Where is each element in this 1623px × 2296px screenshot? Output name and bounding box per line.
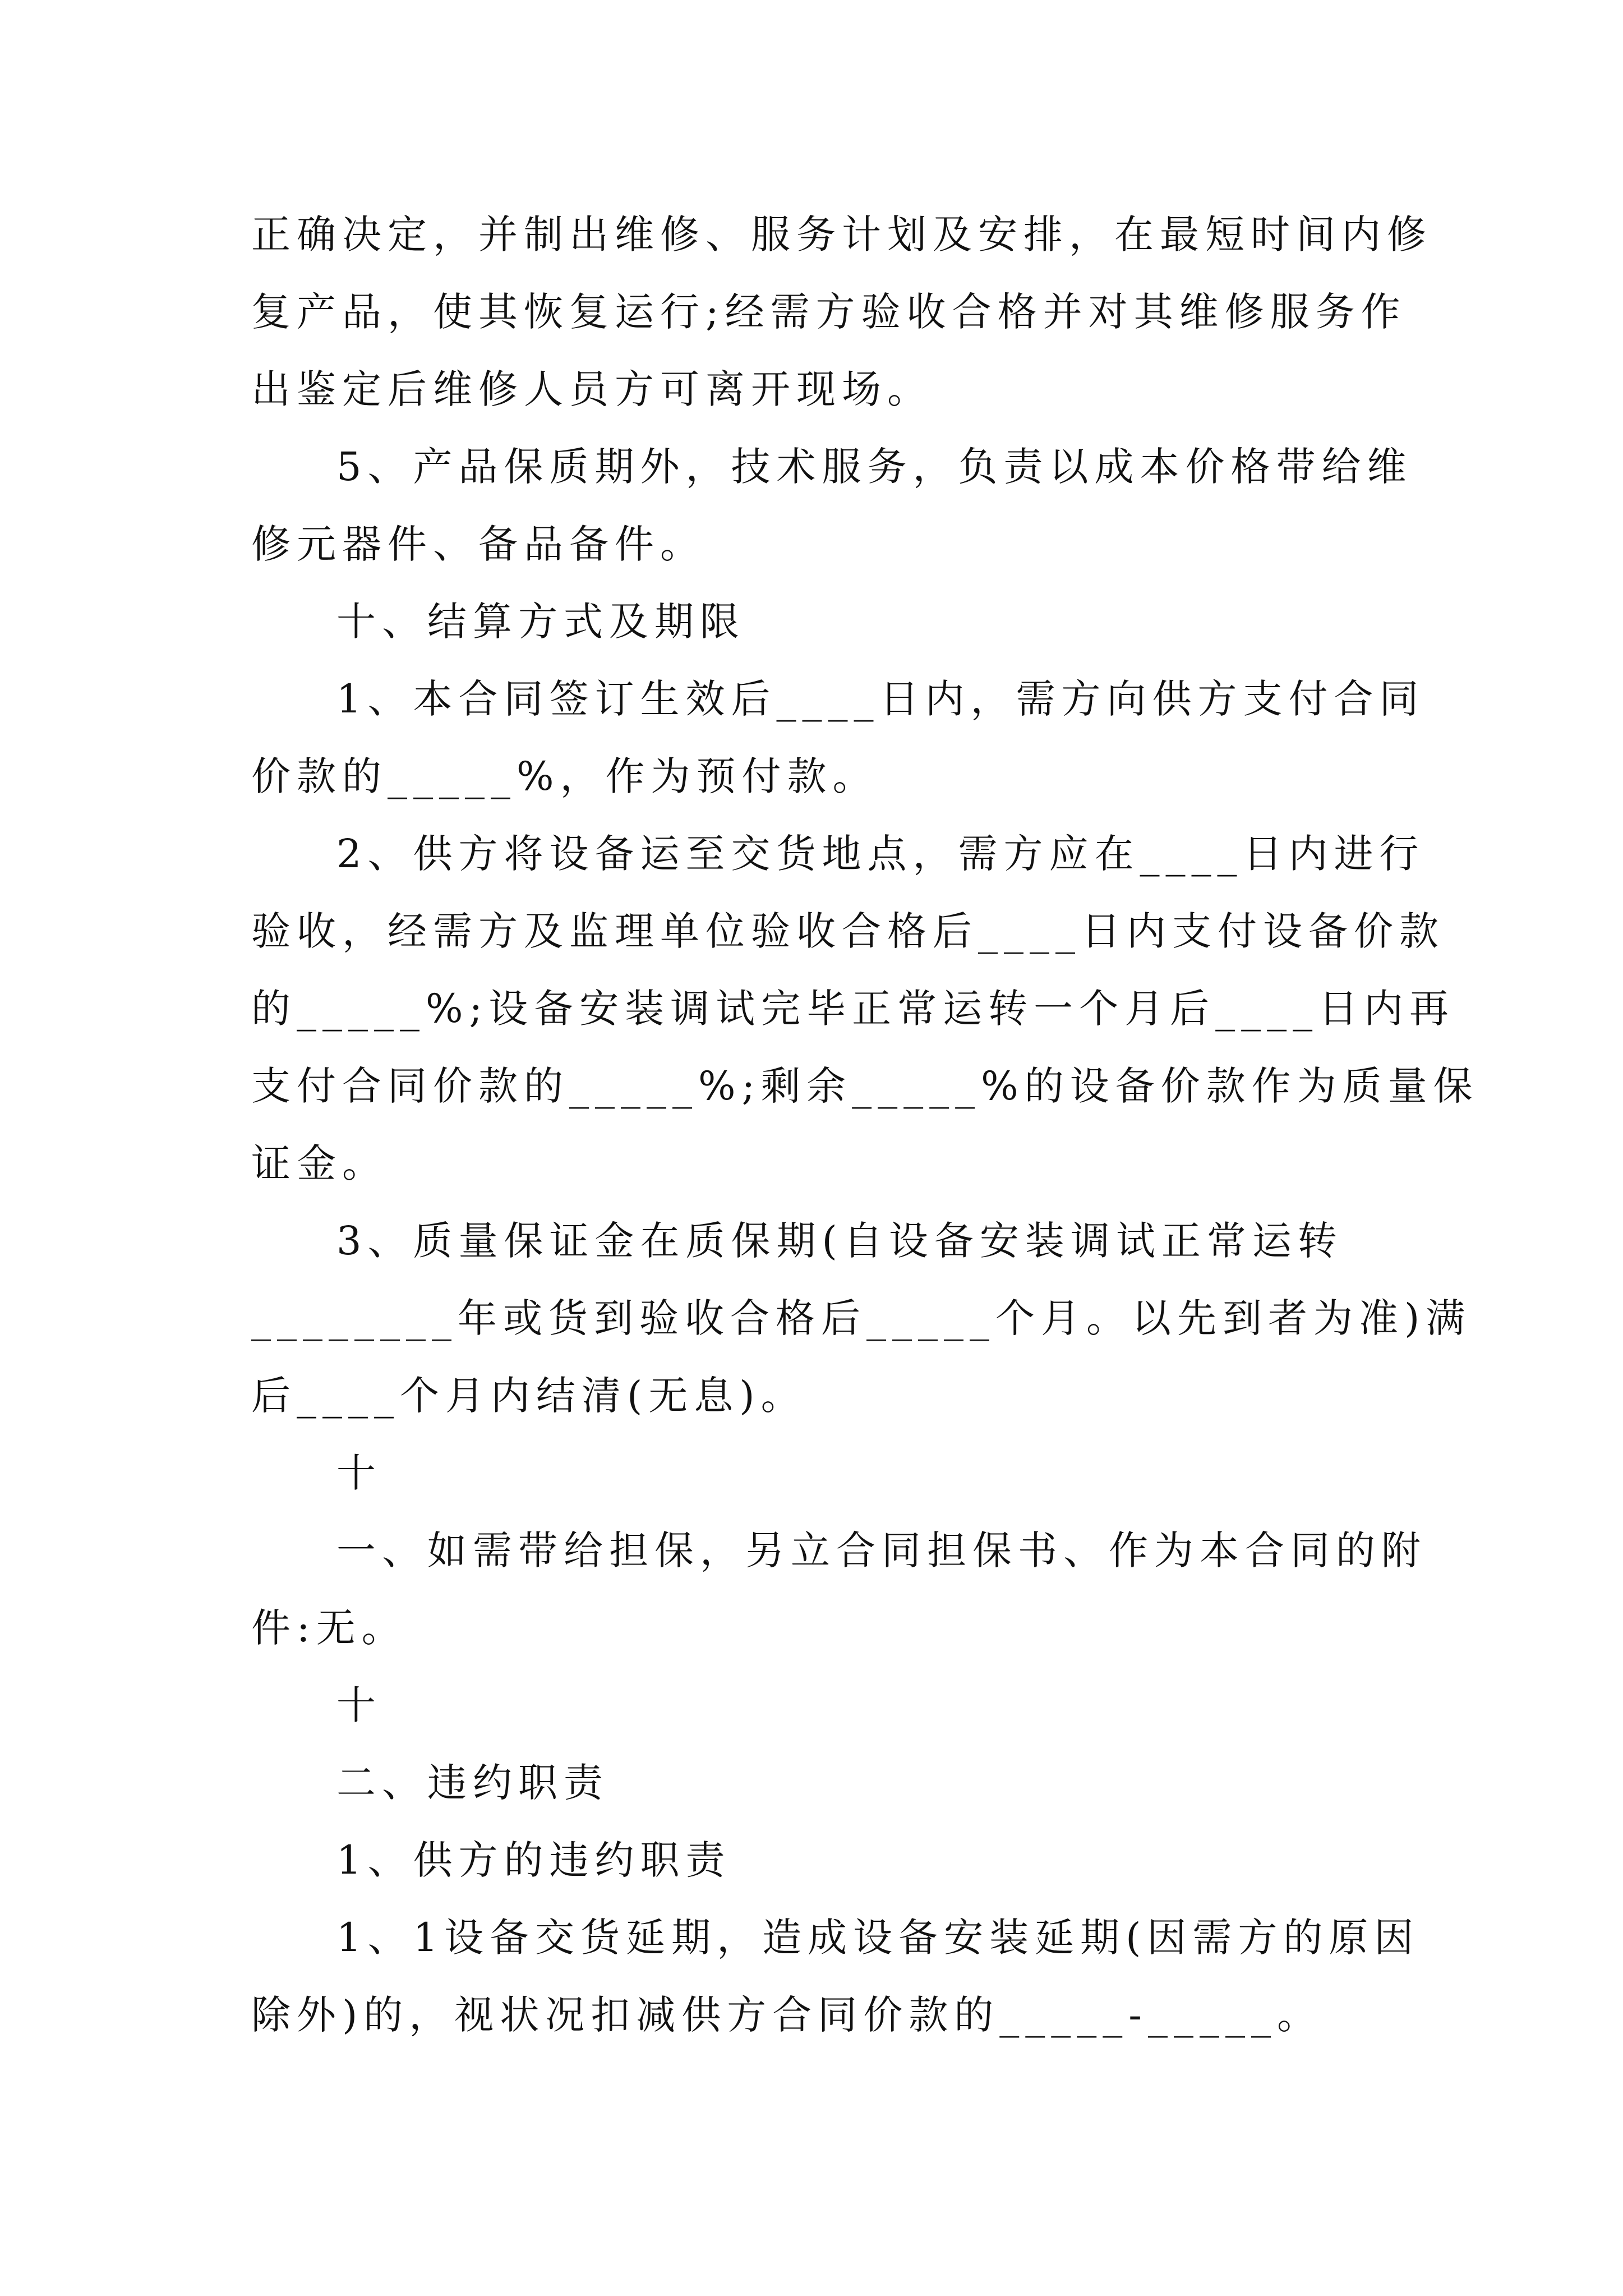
section-heading: 十、结算方式及期限	[336, 599, 745, 645]
text-line: 支付合同价款的_____%;剩余_____%的设备价款作为质量保	[251, 1063, 1479, 1109]
text-line: 验收，经需方及监理单位验收合格后____日内支付设备价款	[251, 908, 1445, 954]
section-heading: 十	[336, 1450, 382, 1496]
text-line: 一、如需带给担保，另立合同担保书、作为本合同的附	[336, 1527, 1427, 1573]
text-line: 5、产品保质期外，技术服务，负责以成本价格带给维	[336, 444, 1413, 490]
text-line: 的_____%;设备安装调试完毕正常运转一个月后____日内再	[251, 986, 1455, 1032]
section-heading: 十	[336, 1682, 382, 1728]
text-line: 1、本合同签订生效后____日内，需方向供方支付合同	[336, 676, 1425, 722]
text-line: ________年或货到验收合格后_____个月。以先到者为准)满	[251, 1295, 1472, 1341]
subsection-heading: 1、供方的违约职责	[336, 1837, 731, 1883]
text-line: 出鉴定后维修人员方可离开现场。	[251, 366, 933, 412]
text-line: 后____个月内结清(无息)。	[251, 1373, 806, 1419]
text-line: 3、质量保证金在质保期(自设备安装调试正常运转	[336, 1218, 1343, 1264]
text-line: 除外)的，视状况扣减供方合同价款的_____-_____。	[251, 1992, 1322, 2038]
text-line: 正确决定，并制出维修、服务计划及安排，在最短时间内修	[251, 211, 1432, 257]
text-line: 1、1设备交货延期，造成设备安装延期(因需方的原因	[336, 1915, 1420, 1961]
text-line: 复产品，使其恢复运行;经需方验收合格并对其维修服务作	[251, 289, 1407, 335]
text-line: 证金。	[251, 1140, 388, 1186]
section-heading: 二、违约职责	[336, 1760, 609, 1806]
text-line: 价款的_____%，作为预付款。	[251, 753, 878, 799]
text-line: 修元器件、备品备件。	[251, 521, 706, 567]
text-line: 件:无。	[251, 1605, 407, 1651]
text-line: 2、供方将设备运至交货地点，需方应在____日内进行	[336, 831, 1425, 877]
